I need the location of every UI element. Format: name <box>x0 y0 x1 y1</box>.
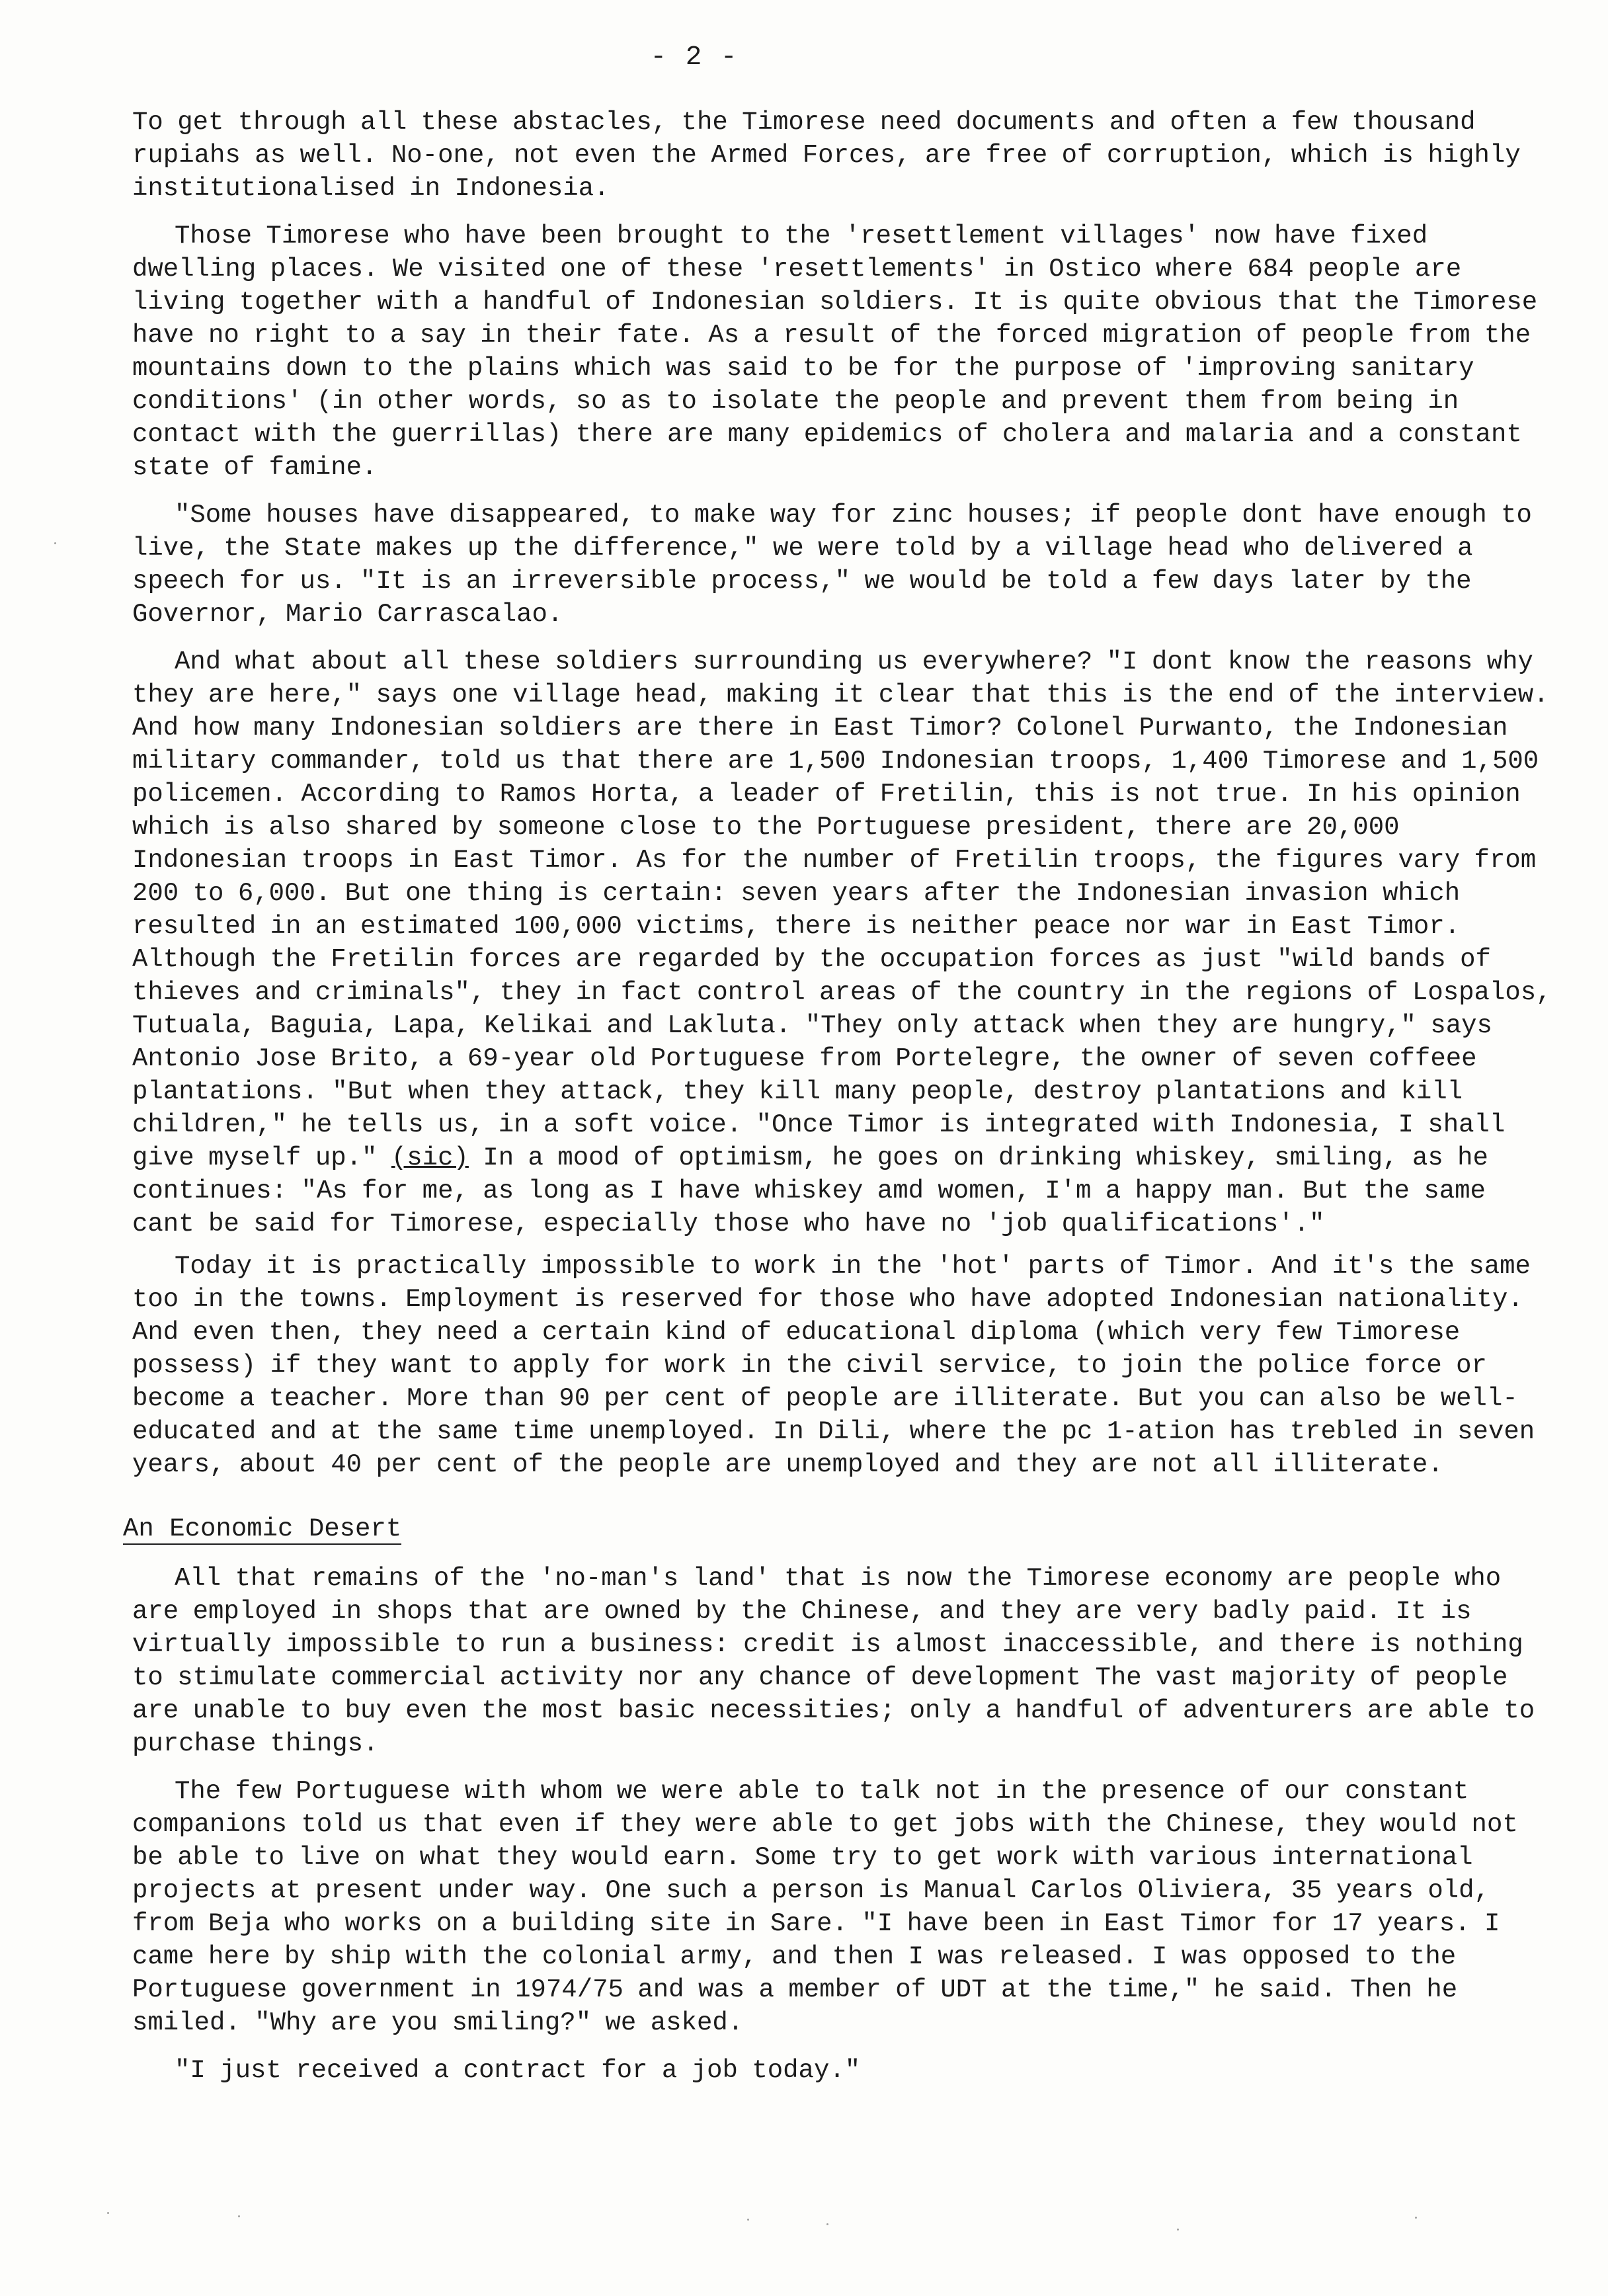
section-heading: An Economic Desert <box>123 1514 402 1543</box>
paragraph-4-continued: In a mood of optimism, he goes on drinking whiskey, smiling, as he continues: "As for me, as long as I have whiskey amd women, I'm a happy man. But the same cant be said for Timorese, especially those who have no 'job qualifications'." <box>132 1143 1488 1239</box>
paragraph-3: "Some houses have disappeared, to make way for zinc houses; if people dont have enough to live, the State makes up the difference," we were told by a village head who delivered a speech for us. "It is an irreversible process," we would be told a few days later by the Governor, Mario Carrascalao. <box>132 501 1532 629</box>
scan-speck <box>54 542 56 544</box>
paragraph-5: Today it is practically impossible to work in the 'hot' parts of Timor. And it's the same too in the towns. Employment is reserved for those who have adopted Indonesian nationality. And even then, they need a certain kind of educational diploma (which very few Timorese possess) if they want to apply for work in the civil service, to join the police force or become a teacher. More than 90 per cent of people are illiterate. But you can also be well-educated and at the same time unemployed. In Dili, where the pc 1-ation has trebled in seven years, about 40 per cent of the people are unemployed and they are not all illiterate. <box>132 1252 1535 1479</box>
scan-speck <box>747 2219 749 2221</box>
page-number: - 2 - <box>650 42 739 73</box>
paragraph-1: To get through all these abstacles, the Timorese need documents and often a few thousand rupiahs as well. No-one, not even the Armed Forces, are free of corruption, which is highly institutionalised in Indonesia. <box>132 108 1521 203</box>
paragraph-8: "I just received a contract for a job today." <box>175 2056 861 2085</box>
paragraph-2: Those Timorese who have been brought to the 'resettlement villages' now have fixed dwelling places. We visited one of these 'resettlements' in Ostico where 684 people are living together with a handful of Indonesian soldiers. It is quite obvious that the Timorese have no right to a say in their fate. As a result of the forced migration of people from the mountains down to the plains which was said to be for the purpose of 'improving sanitary conditions' (in other words, so as to isolate the people and prevent them from being in contact with the guerrillas) there are many epidemics of cholera and malaria and a constant state of famine. <box>132 222 1538 482</box>
scan-speck <box>826 2223 828 2225</box>
paragraph-7: The few Portuguese with whom we were able to talk not in the presence of our constant companions told us that even if they were able to get jobs with the Chinese, they would not be able to live on what they would earn. Some try to get work with various international projects at present under way. One such a person is Manual Carlos Oliviera, 35 years old, from Beja who works on a building site in Sare. "I have been in East Timor for 17 years. I came here by ship with the colonial army, and then I was released. I was opposed to the Portuguese government in 1974/75 and was a member of UDT at the time," he said. Then he smiled. "Why are you smiling?" we asked. <box>132 1777 1518 2037</box>
scan-speck <box>107 2212 109 2214</box>
paragraph-4-text: And what about all these soldiers surrounding us everywhere? "I dont know the reasons why they are here," says one village head, making it clear that this is the end of the interview. And how many Indonesian soldiers are there in East Timor? Colonel Purwanto, the Indonesian military commander, told us that there are 1,500 Indonesian troops, 1,400 Timorese and 1,500 policemen. According to Ramos Horta, a leader of Fretilin, this is not true. In his opinion which is also shared by someone close to the Portuguese president, there are 20,000 Indonesian troops in East Timor. As for the number of Fretilin troops, the figures vary from 200 to 6,000. But one thing is certain: seven years after the Indonesian invasion which resulted in an estimated 100,000 victims, there is neither peace nor war in East Timor. Although the Fretilin forces are regarded by the occupation forces as just "wild bands of thieves and criminals", they in fact control areas of the country in the regions of Lospalos, Tutuala, Baguia, Lapa, Kelikai and Lakluta. "They only attack when they are hungry," says Antonio Jose Brito, a 69-year old Portuguese from Portelegre, the owner of seven coffeee plantations. "But when they attack, they kill many people, destroy plantations and kill children," he tells us, in a soft voice. "Once Timor is integrated with Indonesia, I shall give myself up." <box>132 647 1552 1172</box>
paragraph-6: All that remains of the 'no-man's land' that is now the Timorese economy are people who are employed in shops that are owned by the Chinese, and they are very badly paid. It is virtually impossible to run a business: credit is almost inaccessible, and there is nothing to stimulate commercial activity nor any chance of development The vast majority of people are unable to buy even the most basic necessities; only a handful of adventurers are able to purchase things. <box>132 1564 1535 1758</box>
article-body <box>123 106 1560 2102</box>
scan-speck <box>238 2215 240 2217</box>
paragraph-4 <box>132 645 1560 1241</box>
sic-annotation: (sic) <box>391 1143 469 1172</box>
scan-speck <box>1415 2217 1417 2219</box>
scan-speck <box>1177 2229 1179 2231</box>
